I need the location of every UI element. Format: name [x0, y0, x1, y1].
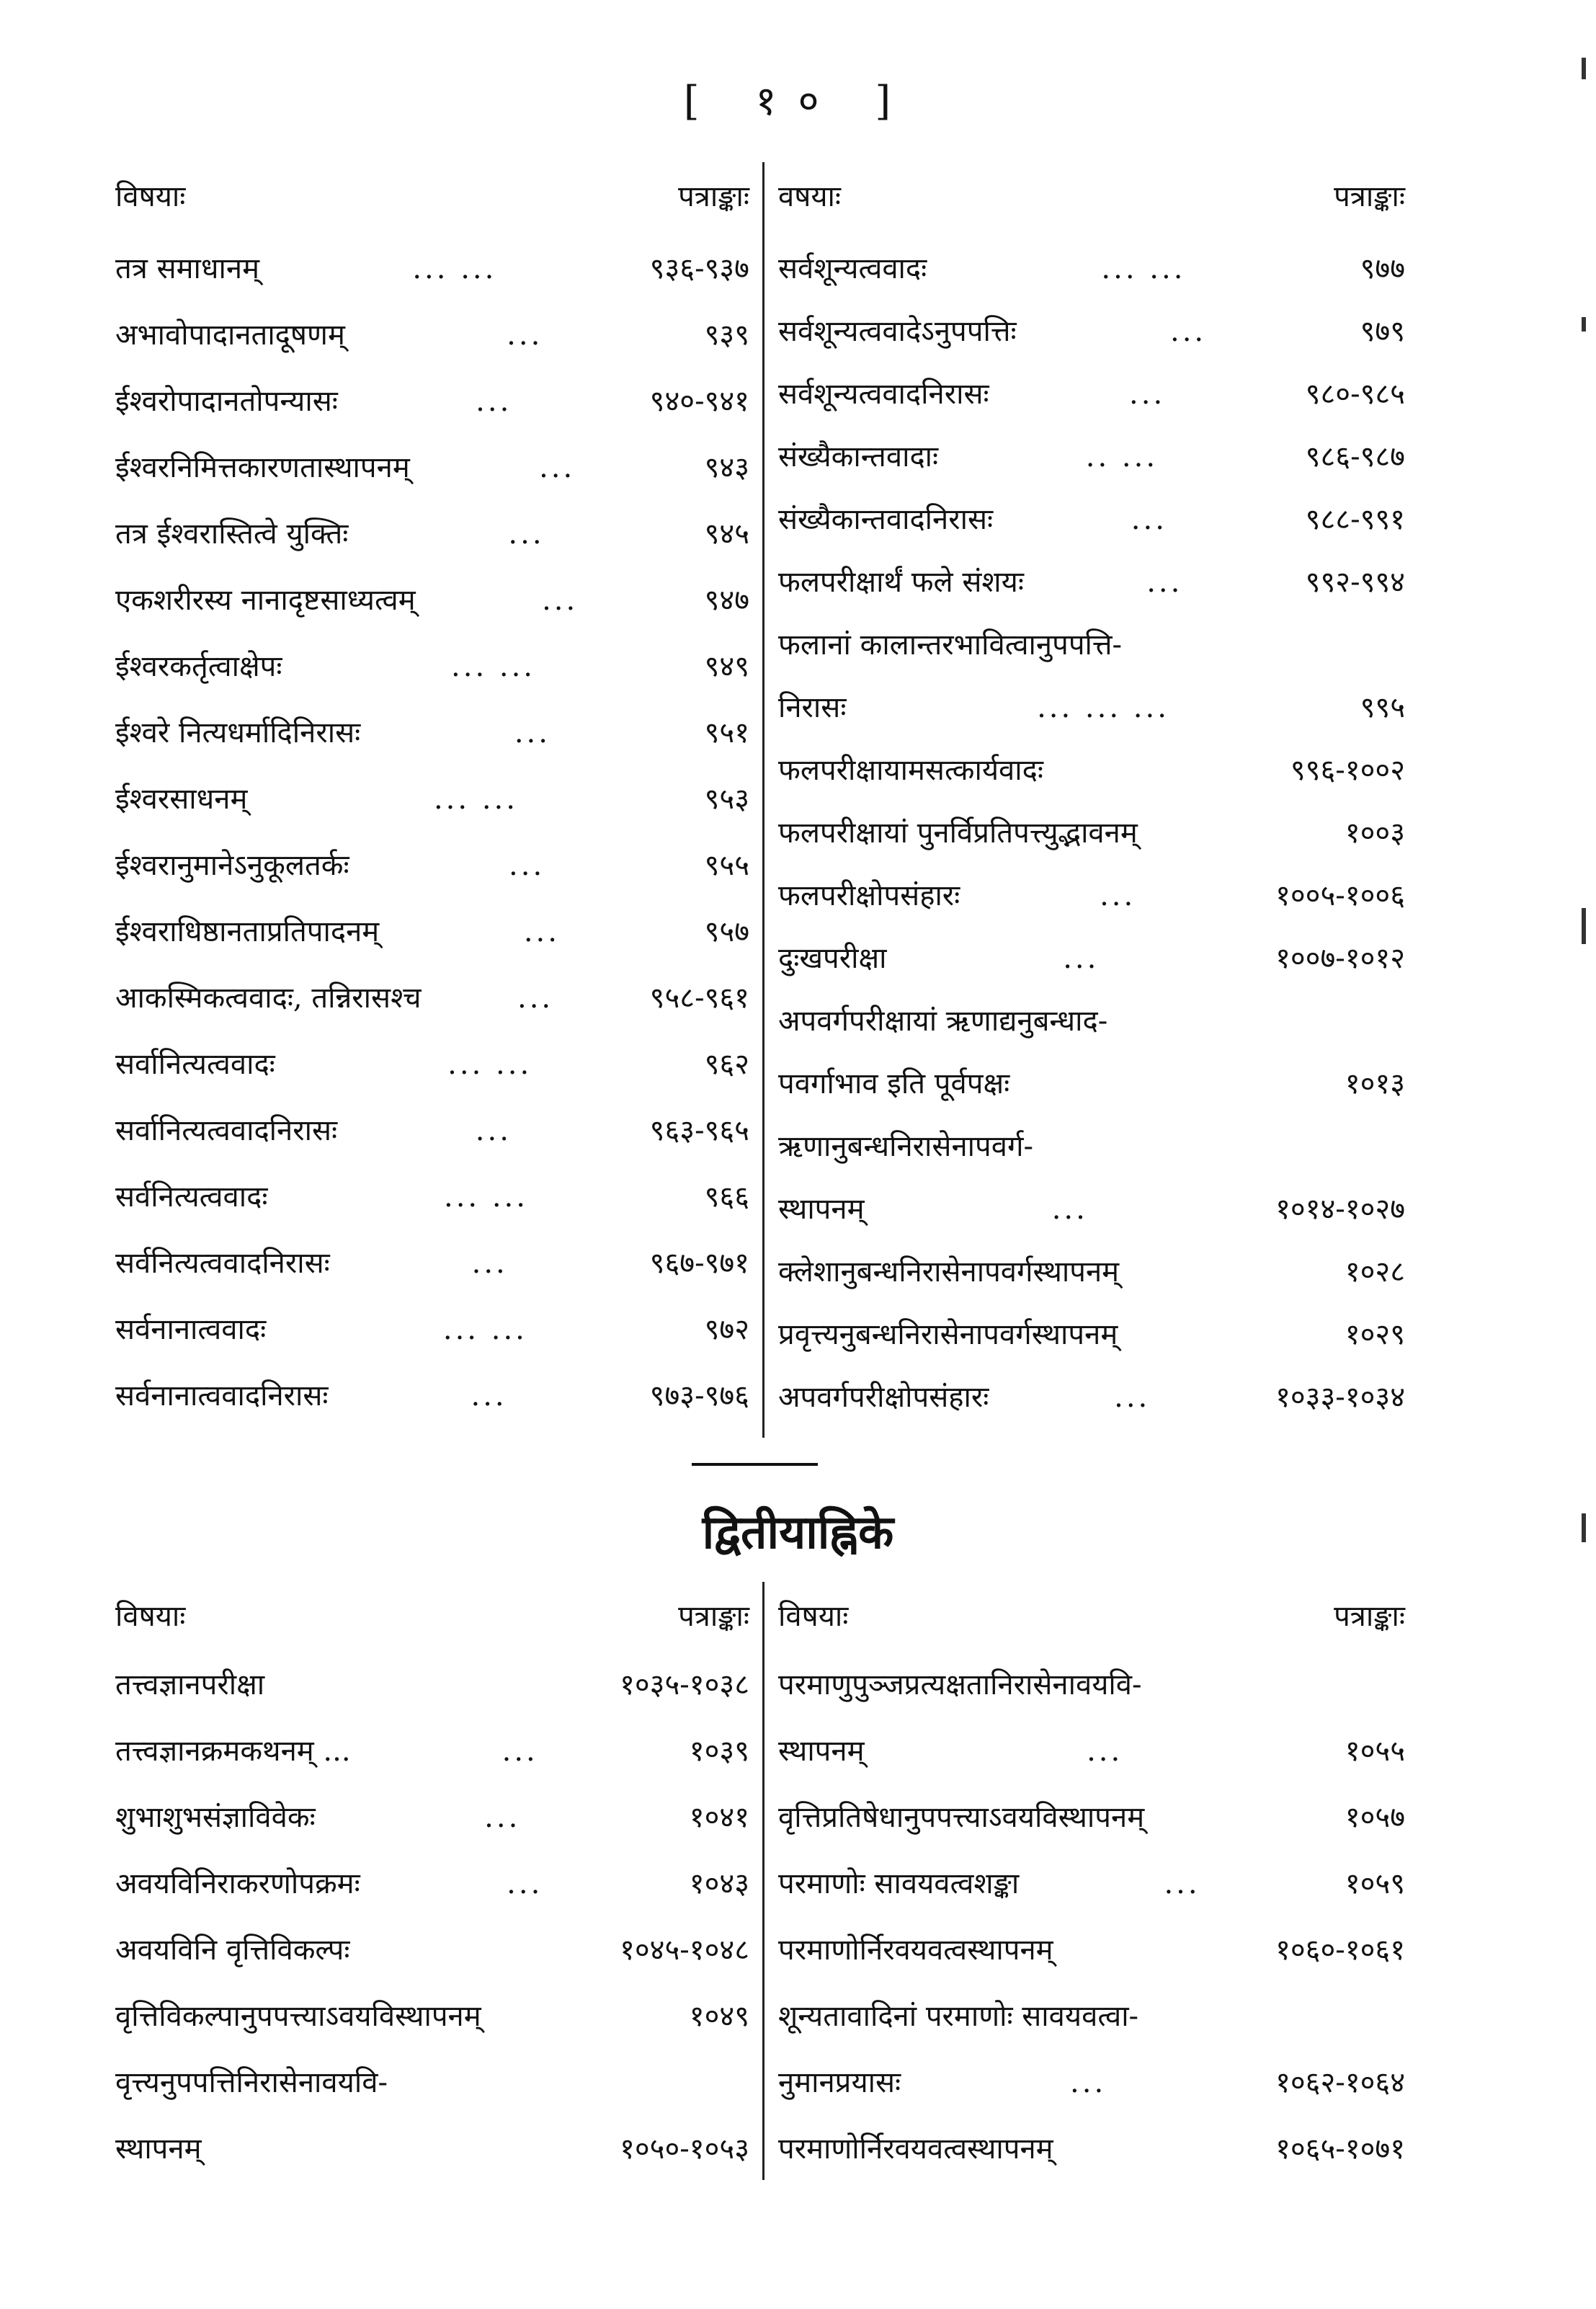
section-separator — [692, 1463, 818, 1466]
leader-dots: .. ... — [1085, 440, 1159, 473]
leader-dots: ... — [1114, 1381, 1151, 1414]
index-topic: वृत्त्यनुपपत्तिनिरासेनावयवि- — [115, 2066, 388, 2099]
index-topic: ऋणानुबन्धनिरासेनापवर्ग- — [778, 1130, 1033, 1163]
index-topic: परमाणोः सावयवत्वशङ्का — [778, 1867, 1020, 1900]
page-number: [ १० ] — [683, 78, 913, 125]
page-reference: १०५०-१०५३ — [620, 2132, 749, 2166]
scan-edge-mark — [1582, 1513, 1586, 1542]
leader-dots: ... — [1131, 503, 1167, 536]
page-reference: ९४३ — [704, 451, 749, 484]
leader-dots: ... — [508, 517, 545, 551]
index-topic: तत्र ईश्वरास्तित्वे युक्तिः — [115, 517, 349, 551]
page-reference: ९७७ — [1360, 252, 1405, 285]
index-topic: फलपरीक्षोपसंहारः — [778, 879, 960, 912]
scan-edge-mark — [1582, 317, 1586, 332]
page-reference: ९५५ — [704, 849, 749, 882]
page-reference: ९८८-९९१ — [1305, 503, 1405, 536]
index-topic: स्थापनम् — [778, 1735, 865, 1768]
page-reference: १०२८ — [1345, 1255, 1405, 1289]
leader-dots: ... — [501, 1735, 538, 1768]
index-topic: सर्वशून्यत्ववादेऽनुपपत्तिः — [778, 315, 1017, 348]
subject-heading: विषयाः — [115, 1600, 186, 1633]
leader-dots: ... — [509, 849, 545, 882]
page-reference: १०१३ — [1345, 1067, 1405, 1100]
pages-heading: पत्राङ्काः — [678, 1600, 749, 1633]
page-reference: १०५५ — [1345, 1735, 1405, 1768]
leader-dots: ... — [475, 1114, 512, 1147]
leader-dots: ... — [1063, 942, 1100, 975]
section-heading: द्वितीयाह्निके — [702, 1505, 894, 1560]
page-reference: ९६३-९६५ — [649, 1114, 749, 1147]
leader-dots: ... — [1129, 378, 1166, 411]
index-topic: परमाणोर्निरवयवत्वस्थापनम् — [778, 2132, 1053, 2166]
page-reference: ९३९ — [704, 319, 749, 352]
index-topic: सर्वनित्यत्ववादः — [115, 1180, 268, 1214]
subject-heading: वषयाः — [778, 180, 841, 213]
index-topic: वृत्तिविकल्पानुपपत्त्याऽवयविस्थापनम् — [115, 2000, 481, 2033]
left-column — [115, 162, 749, 1452]
page-reference: १००३ — [1345, 817, 1405, 850]
page-reference: ९६६ — [704, 1180, 749, 1214]
index-topic: तत्र समाधानम् — [115, 252, 259, 285]
index-topic: ईश्वरनिमित्तकारणतास्थापनम् — [115, 451, 410, 484]
index-topic: सर्वनानात्ववादः — [115, 1313, 267, 1346]
page-reference: १०५९ — [1345, 1867, 1405, 1900]
index-topic: फलपरीक्षार्थं फले संशयः — [778, 566, 1024, 599]
leader-dots: ... ... — [443, 1180, 528, 1214]
leader-dots: ... — [517, 982, 554, 1015]
index-topic: ईश्वरानुमानेऽनुकूलतर्कः — [115, 849, 349, 882]
column-header — [778, 175, 1405, 218]
left-column — [115, 1582, 749, 2230]
page-reference: ९८०-९८५ — [1305, 378, 1405, 411]
page-reference: ९५७ — [704, 915, 749, 948]
leader-dots: ... — [1146, 566, 1183, 599]
column-divider — [762, 162, 764, 1438]
index-topic: अपवर्गपरीक्षोपसंहारः — [778, 1381, 989, 1414]
leader-dots: ... — [1087, 1735, 1123, 1768]
index-topic: अवयविनि वृत्तिविकल्पः — [115, 1934, 350, 1967]
page-reference: १०२९ — [1345, 1318, 1405, 1351]
column-divider — [762, 1582, 764, 2180]
leader-dots: ... — [471, 1379, 507, 1412]
scan-edge-mark — [1582, 908, 1586, 944]
page-reference: ९४०-९४१ — [649, 385, 749, 418]
index-topic: फलपरीक्षायां पुनर्विप्रतिपत्त्युद्भावनम् — [778, 817, 1138, 850]
column-header — [778, 1595, 1405, 1638]
page-reference: ९३६-९३७ — [649, 252, 749, 285]
leader-dots: ... ... ... — [1037, 691, 1169, 724]
page-reference: १०५७ — [1345, 1801, 1405, 1834]
index-section-2 — [115, 1582, 1405, 2230]
right-column — [778, 162, 1405, 1452]
page-reference: ९५१ — [704, 716, 749, 749]
index-topic: ईश्वरोपादानतोपन्यासः — [115, 385, 338, 418]
index-topic: परमाणोर्निरवयवत्वस्थापनम् — [778, 1934, 1053, 1967]
index-topic: आकस्मिकत्ववादः, तन्निरासश्च — [115, 982, 422, 1015]
index-section-1 — [115, 162, 1405, 1452]
index-topic: सर्वानित्यत्ववादनिरासः — [115, 1114, 338, 1147]
leader-dots: ... — [1170, 315, 1207, 348]
index-topic: शून्यतावादिनां परमाणोः सावयवत्वा- — [778, 2000, 1139, 2033]
page-reference: १०६०-१०६१ — [1275, 1934, 1405, 1967]
page-reference: ९४५ — [704, 517, 749, 551]
index-topic: तत्त्वज्ञानक्रमकथनम् ... — [115, 1735, 351, 1768]
index-topic: एकशरीरस्य नानादृष्टसाध्यत्वम् — [115, 584, 416, 617]
page-reference: ९६२ — [704, 1048, 749, 1081]
page-reference: ९९२-९९४ — [1305, 566, 1405, 599]
index-topic: संख्यैकान्तवादाः — [778, 440, 939, 473]
index-topic: अभावोपादानतादूषणम् — [115, 319, 345, 352]
leader-dots: ... ... — [442, 1313, 527, 1346]
index-topic: सर्वनानात्ववादनिरासः — [115, 1379, 329, 1412]
leader-dots: ... ... — [433, 783, 518, 816]
page-reference: ९७९ — [1360, 315, 1405, 348]
page-reference: ९४९ — [704, 650, 749, 683]
column-header — [115, 1595, 749, 1638]
leader-dots: ... ... — [1101, 252, 1186, 285]
index-topic: सर्वशून्यत्ववादनिरासः — [778, 378, 989, 411]
page-reference: ९७२ — [704, 1313, 749, 1346]
page-reference: १०४९ — [689, 2000, 749, 2033]
leader-dots: ... — [484, 1801, 521, 1834]
page-reference: १०६२-१०६४ — [1275, 2066, 1405, 2099]
leader-dots: ... ... — [447, 1048, 532, 1081]
index-topic: सर्वशून्यत्ववादः — [778, 252, 927, 285]
subject-heading: विषयाः — [778, 1600, 849, 1633]
pages-heading: पत्राङ्काः — [1334, 180, 1405, 213]
leader-dots: ... — [514, 716, 550, 749]
page-reference: १०४३ — [689, 1867, 749, 1900]
index-topic: सर्वनित्यत्ववादनिरासः — [115, 1247, 330, 1280]
page-reference: १०४५-१०४८ — [620, 1934, 749, 1967]
leader-dots: ... — [1100, 879, 1136, 912]
scan-edge-mark — [1582, 58, 1586, 79]
right-column — [778, 1582, 1405, 2230]
page-reference: १०४१ — [689, 1801, 749, 1834]
index-topic: परमाणुपुञ्जप्रत्यक्षतानिरासेनावयवि- — [778, 1668, 1142, 1701]
index-topic: फलपरीक्षायामसत्कार्यवादः — [778, 754, 1043, 787]
index-topic: पवर्गाभाव इति पूर्वपक्षः — [778, 1067, 1010, 1100]
leader-dots: ... ... — [451, 650, 536, 683]
page-reference: ९६७-९७१ — [649, 1247, 749, 1280]
column-header — [115, 175, 749, 218]
page-reference: १०३९ — [689, 1735, 749, 1768]
index-topic: अपवर्गपरीक्षायां ऋणाद्यनुबन्धाद- — [778, 1005, 1108, 1038]
index-topic: संख्यैकान्तवादनिरासः — [778, 503, 994, 536]
index-topic: फलानां कालान्तरभावित्वानुपपत्ति- — [778, 628, 1123, 662]
page-reference: १०३३-१०३४ — [1275, 1381, 1405, 1414]
page-reference: ९५३ — [704, 783, 749, 816]
page-reference: ९७३-९७६ — [649, 1379, 749, 1412]
index-topic: शुभाशुभसंज्ञाविवेकः — [115, 1801, 316, 1834]
leader-dots: ... — [471, 1247, 508, 1280]
index-topic: प्रवृत्त्यनुबन्धनिरासेनापवर्गस्थापनम् — [778, 1318, 1118, 1351]
index-topic: ईश्वरसाधनम् — [115, 783, 248, 816]
pages-heading: पत्राङ्काः — [678, 180, 749, 213]
page-reference: ९९५ — [1360, 691, 1405, 724]
page-reference: १००७-१०१२ — [1275, 942, 1405, 975]
index-topic: अवयविनिराकरणोपक्रमः — [115, 1867, 360, 1900]
index-topic: ईश्वरकर्तृत्वाक्षेपः — [115, 650, 282, 683]
page-reference: ९४७ — [704, 584, 749, 617]
page-reference: १००५-१००६ — [1275, 879, 1405, 912]
index-topic: स्थापनम् — [778, 1193, 865, 1226]
page-reference: ९५८-९६१ — [649, 982, 749, 1015]
index-topic: निरासः — [778, 691, 847, 724]
index-topic: ईश्वरे नित्यधर्मादिनिरासः — [115, 716, 361, 749]
index-topic: तत्त्वज्ञानपरीक्षा — [115, 1668, 265, 1701]
leader-dots: ... — [507, 319, 543, 352]
leader-dots: ... — [476, 385, 512, 418]
leader-dots: ... — [539, 451, 576, 484]
index-topic: ईश्वराधिष्ठानताप्रतिपादनम् — [115, 915, 380, 948]
leader-dots: ... — [1051, 1193, 1088, 1226]
leader-dots: ... ... — [412, 252, 497, 285]
index-topic: सर्वानित्यत्ववादः — [115, 1048, 275, 1081]
page-reference: १०३५-१०३८ — [620, 1668, 749, 1701]
leader-dots: ... — [507, 1867, 543, 1900]
page-reference: १०६५-१०७१ — [1275, 2132, 1405, 2166]
page-reference: ९८६-९८७ — [1305, 440, 1405, 473]
subject-heading: विषयाः — [115, 180, 186, 213]
index-topic: स्थापनम् — [115, 2132, 202, 2166]
page-reference: १०१४-१०२७ — [1275, 1193, 1405, 1226]
leader-dots: ... — [523, 915, 560, 948]
index-topic: नुमानप्रयासः — [778, 2066, 901, 2099]
leader-dots: ... — [542, 584, 579, 617]
index-topic: क्लेशानुबन्धनिरासेनापवर्गस्थापनम् — [778, 1255, 1120, 1289]
leader-dots: ... — [1164, 1867, 1200, 1900]
index-topic: वृत्तिप्रतिषेधानुपपत्त्याऽवयविस्थापनम् — [778, 1801, 1145, 1834]
leader-dots: ... — [1070, 2066, 1107, 2099]
index-topic: दुःखपरीक्षा — [778, 942, 887, 975]
page-reference: ९९६-१००२ — [1290, 754, 1405, 787]
pages-heading: पत्राङ्काः — [1334, 1600, 1405, 1633]
